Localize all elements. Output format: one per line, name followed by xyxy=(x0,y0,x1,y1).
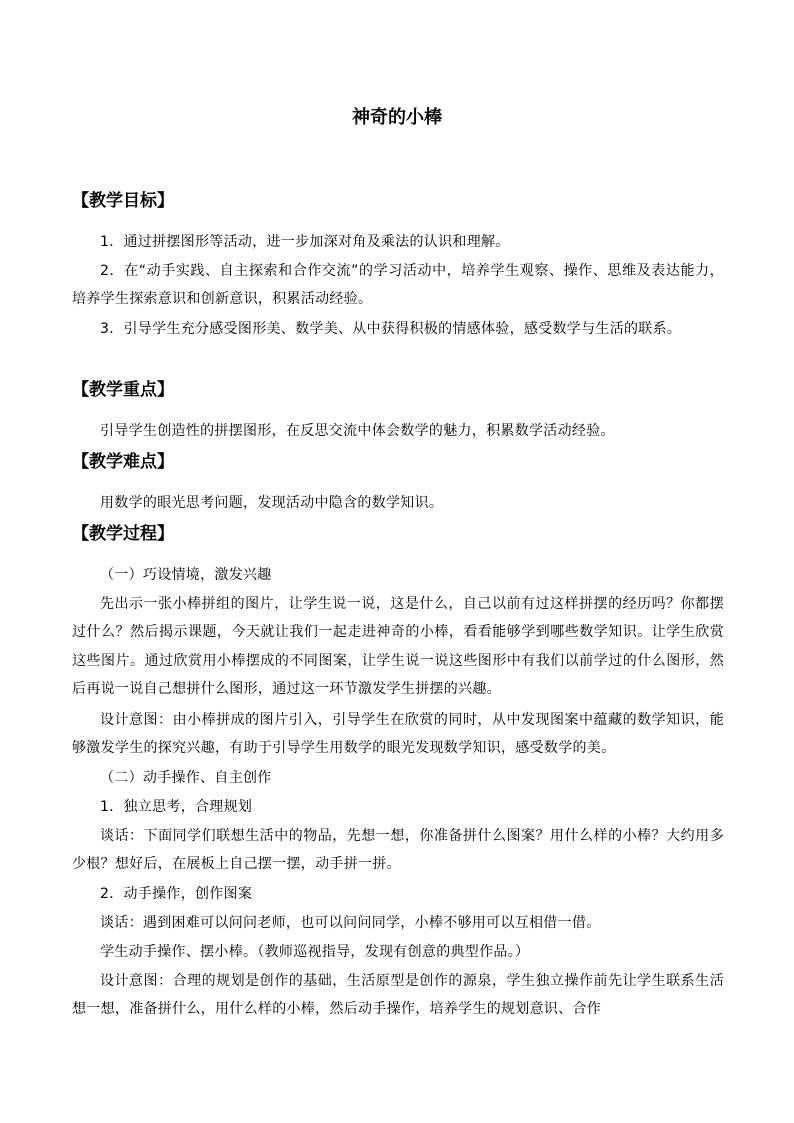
goal-item-1: 1．通过拼摆图形等活动，进一步加深对角及乘法的认识和理解。 xyxy=(100,234,510,250)
document-title: 神奇的小棒 xyxy=(352,107,442,128)
step1-text: 谈话：下面同学们联想生活中的物品，先想一想，你准备拼什么图案？用什么样的小棒？大约用多少根？想好后，在展板上自己摆一摆，动手拼一拼。 xyxy=(72,828,724,873)
process-heading: 【教学过程】 xyxy=(72,524,174,544)
step1-title: 1．独立思考，合理规划 xyxy=(100,799,253,815)
step2-text-1: 谈话：遇到困难可以问问老师，也可以问问同学，小棒不够用可以互相借一借。 xyxy=(100,915,601,931)
goals-heading: 【教学目标】 xyxy=(72,191,174,211)
key-heading: 【教学重点】 xyxy=(72,380,174,400)
difficulty-text: 用数学的眼光思考问题，发现活动中隐含的数学知识。 xyxy=(100,495,444,511)
step2-title: 2．动手操作，创作图案 xyxy=(100,886,253,902)
goal-item-3: 3．引导学生充分感受图形美、数学美、从中获得积极的情感体验，感受数学与生活的联系。 xyxy=(100,321,682,337)
part1-paragraph-1: 先出示一张小棒拼组的图片，让学生说一说，这是什么，自己以前有过这样拼摆的经历吗？你都摆过什么？然后揭示课题，今天就让我们一起走进神奇的小棒，看看能够学到哪些数学知识。让学生欣赏这些图片。通过欣赏用小棒摆成的不同图案，让学生说一说这些图形中有我们以前学过的什么图形，然后再说一说自己想拼什么图形，通过这一环节激发学生拼摆的兴趣。 xyxy=(72,596,724,697)
step2-text-3: 设计意图：合理的规划是创作的基础，生活原型是创作的源泉，学生独立操作前先让学生联系生活想一想，准备拼什么，用什么样的小棒，然后动手操作，培养学生的规划意识、合作 xyxy=(72,973,724,1018)
part1-paragraph-2: 设计意图：由小棒拼成的图片引入，引导学生在欣赏的同时，从中发现图案中蕴藏的数学知识，能够激发学生的探究兴趣，有助于引导学生用数学的眼光发现数学知识，感受数学的美。 xyxy=(72,712,724,757)
step2-text-2: 学生动手操作、摆小棒。（教师巡视指导，发现有创意的典型作品。） xyxy=(100,944,530,960)
part1-title: （一）巧设情境，激发兴趣 xyxy=(100,567,272,583)
difficulty-heading: 【教学难点】 xyxy=(72,452,174,472)
key-text: 引导学生创造性的拼摆图形，在反思交流中体会数学的魅力，积累数学活动经验。 xyxy=(100,423,615,439)
goal-item-2: 2．在“动手实践、自主探索和合作交流”的学习活动中，培养学生观察、操作、思维及表达能力，培养学生探索意识和创新意识，积累活动经验。 xyxy=(72,263,724,308)
part2-title: （二）动手操作、自主创作 xyxy=(100,770,272,786)
